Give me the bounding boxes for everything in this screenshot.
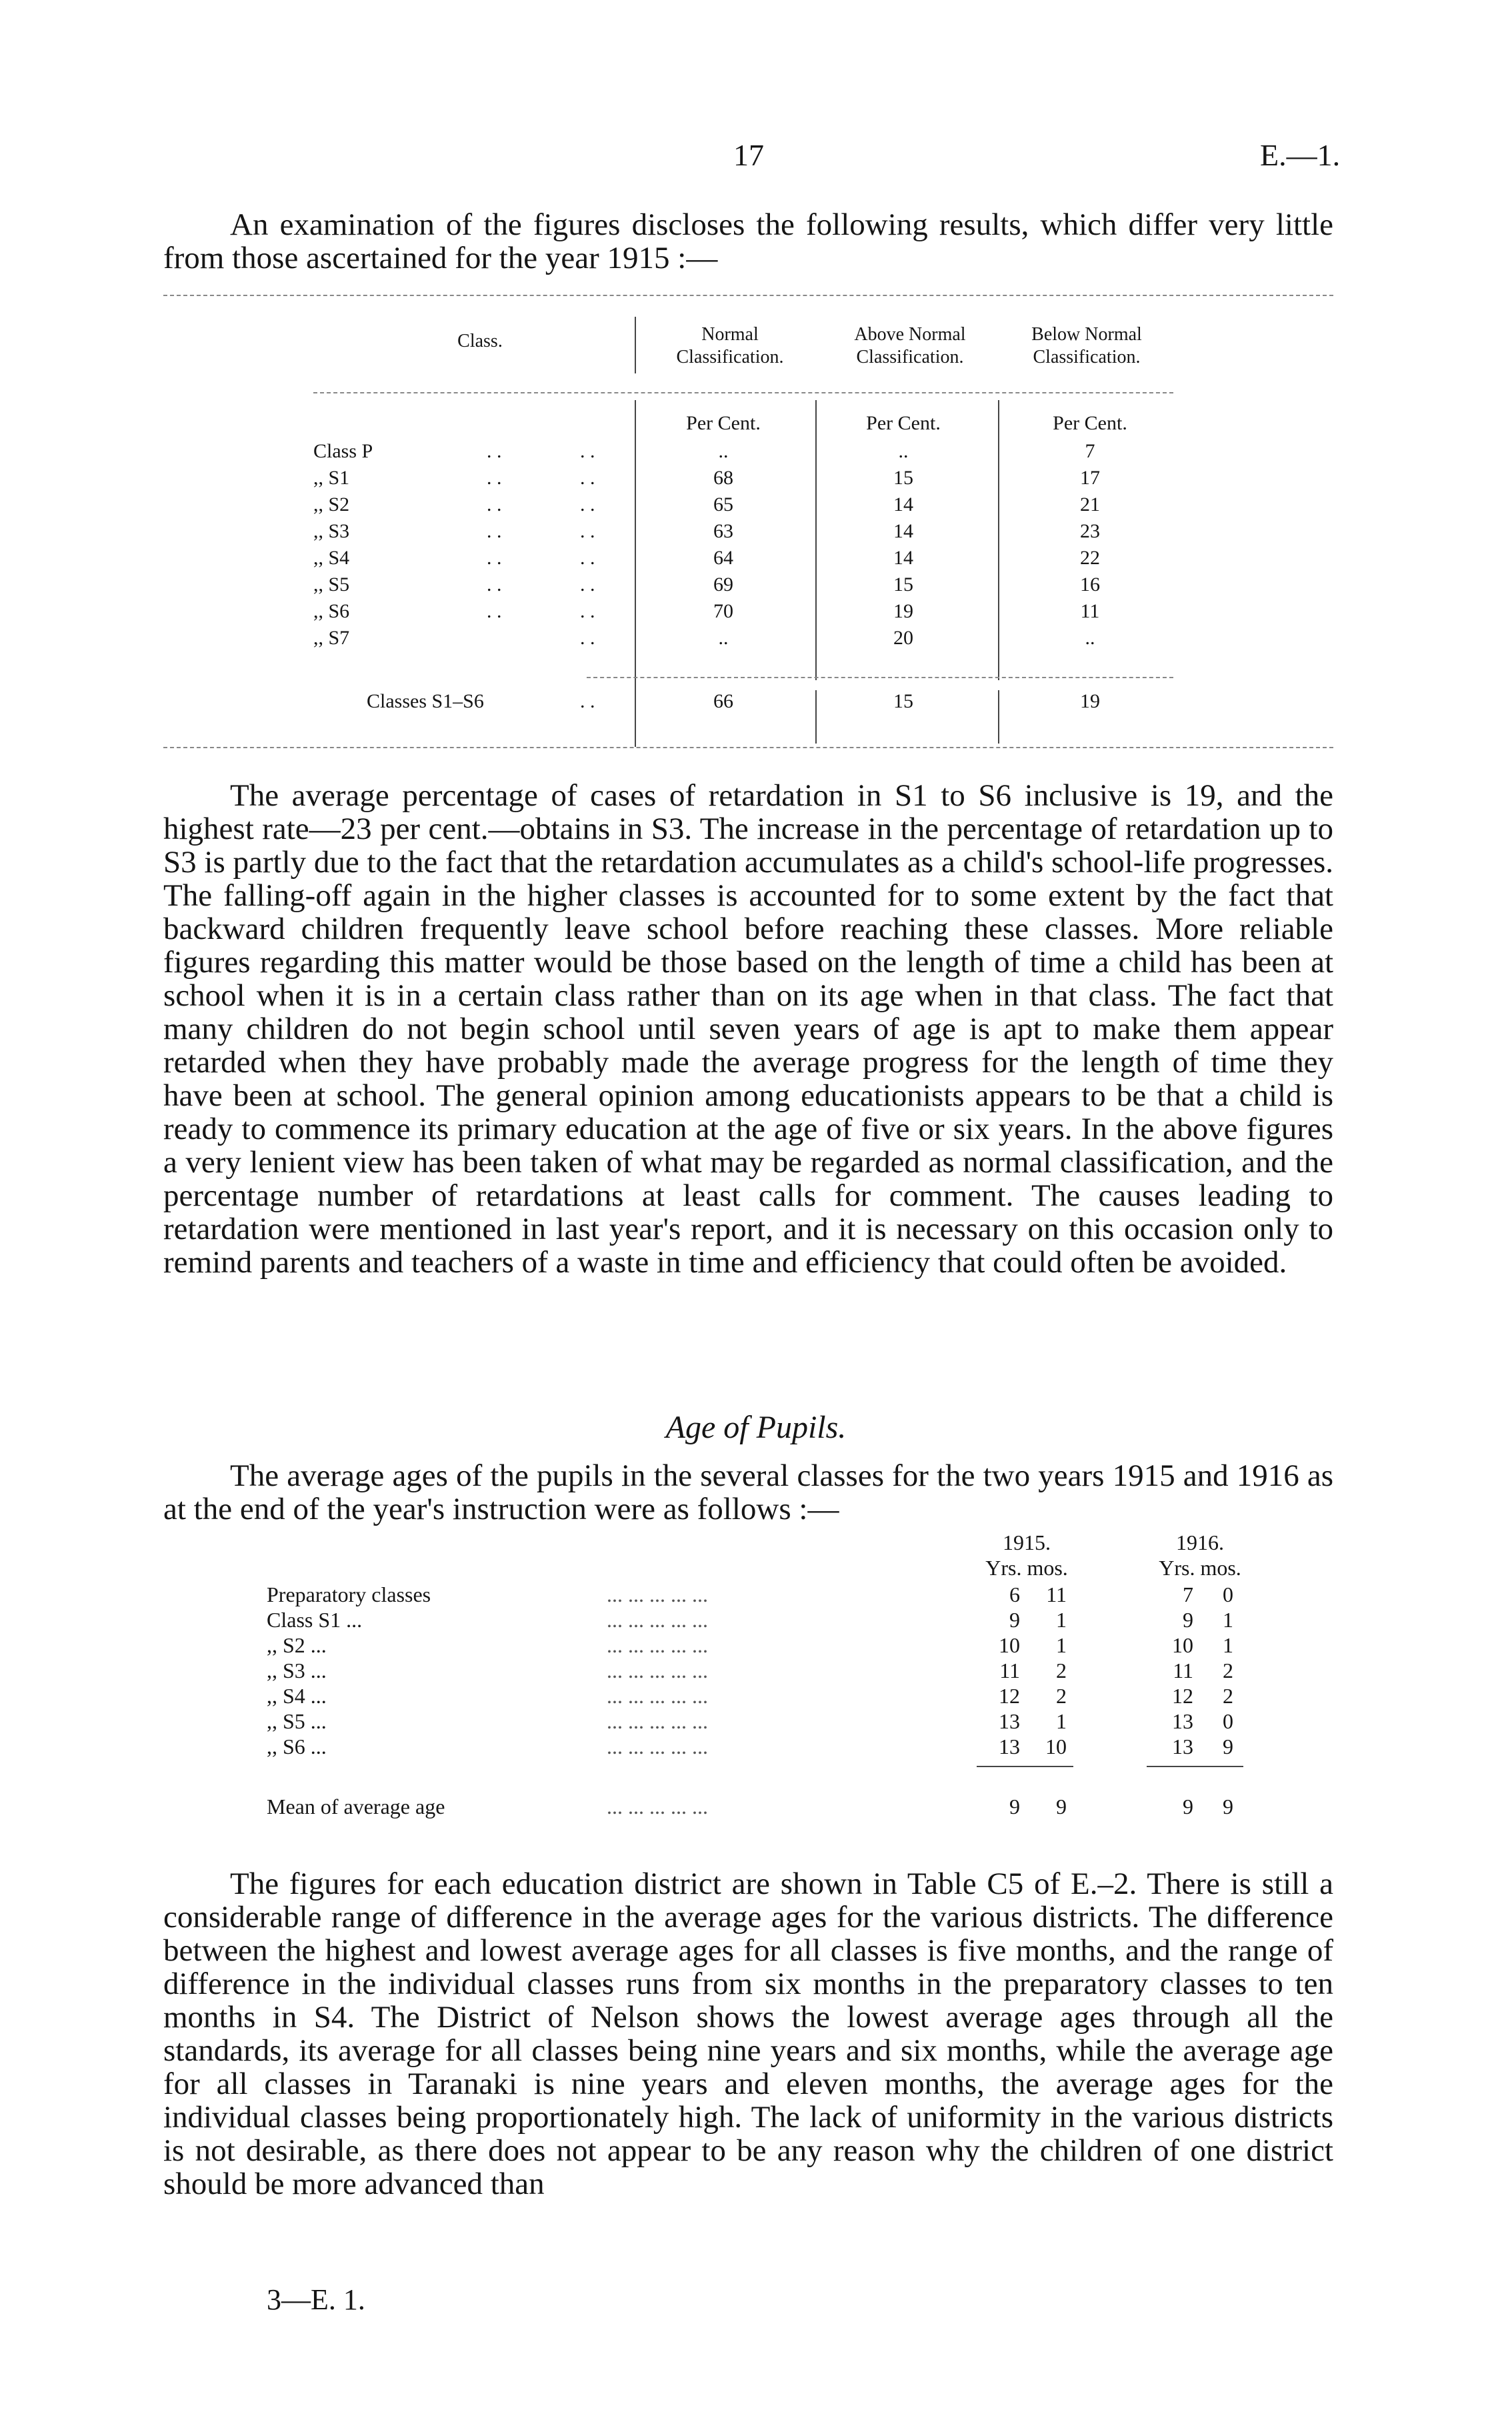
total-label: Classes S1–S6: [367, 690, 484, 712]
vline-1: [635, 317, 636, 373]
vline-3b: [998, 690, 999, 744]
y1916: 11: [1173, 1658, 1193, 1682]
unit-above: Per Cent.: [866, 412, 941, 434]
cell-above: 14: [893, 547, 913, 569]
subhead-1915: Yrs. mos.: [985, 1556, 1068, 1580]
row-label: ,, S5 ...: [267, 1709, 327, 1733]
col-header-class: Class.: [457, 331, 503, 351]
m1915: 2: [1056, 1658, 1067, 1682]
m1915: 1: [1056, 1608, 1067, 1632]
m1916: 1: [1223, 1608, 1233, 1632]
page-number: 17: [733, 138, 764, 172]
total-below: 19: [1080, 690, 1100, 712]
y1915: 11: [999, 1658, 1020, 1682]
cell-above: 14: [893, 493, 913, 515]
section-title: Age of Pupils.: [665, 1410, 847, 1445]
cell-below: 22: [1080, 547, 1100, 569]
row-leader: ... ... ... ... ...: [607, 1794, 708, 1818]
m1916: 9: [1223, 1734, 1233, 1758]
retardation-paragraph: The average percentage of cases of retardation in S1 to S6 inclusive is 19, and the highest rate—23 per cent.—obtains in S3. The increase in the percentage of retardation up to S3 is partly due to the fact that the retardation accumulates as a child's school-life progresses. The falling-off again in the higher classes is accounted for to some extent by the fact that backward children frequently leave school before reaching these classes. More reliable figures regarding this matter would be those based on the length of time a child has been at school when it is in a certain class rather than on its age when in that class. The fact that many children do not begin school until seven years of age is apt to make them appear retarded when they have probably made the average progress for the length of time they have been at school. The general opinion among educationists appears to be that a child is ready to commence its primary education at the age of five or six years. In the above figures a very lenient view has been taken of what may be regarded as normal classification, and the percentage number of retardations at least calls for comment. The causes leading to retardation were mentioned in last year's report, and it is necessary on this occasion only to remind parents and teachers of a waste in time and efficiency that could often be avoided.: [163, 778, 1333, 1280]
row-dots: . .: [580, 493, 595, 515]
cell-above: ..: [898, 440, 909, 462]
row-dots: . .: [487, 520, 502, 542]
total-normal: 66: [713, 690, 733, 712]
y1916: 13: [1172, 1734, 1193, 1758]
mean-y1915: 9: [1009, 1794, 1020, 1818]
m1916: 1: [1223, 1633, 1233, 1657]
row-dots: . .: [580, 690, 595, 712]
y1916: 7: [1183, 1582, 1193, 1606]
row-dots: . .: [580, 573, 595, 595]
row-label: ,, S4 ...: [267, 1684, 327, 1708]
row-leader: ... ... ... ... ...: [607, 1582, 708, 1606]
districts-paragraph: The figures for each education district are shown in Table C5 of E.–2. There is still a considerable range of difference in the average ages for the various districts. The difference between the highest and lowest average ages for all classes is five months, and the range of difference in the individual classes runs from six months in the preparatory classes to ten months in S4. The District of Nelson shows the lowest average ages through all the standards, its average for all classes being nine years and six months, while the average age for all classes in Taranaki is nine years and eleven months, the average ages for the individual classes being proportionately high. The lack of uniformity in the various districts is not desirable, as there does not appear to be any reason why the children of one district should be more advanced than: [163, 1867, 1333, 2201]
y1916: 13: [1172, 1709, 1193, 1733]
row-label: ,, S7: [313, 627, 350, 649]
vline-3: [998, 400, 999, 680]
row-label: ,, S3 ...: [267, 1658, 327, 1682]
row-label: ,, S2: [313, 493, 350, 515]
y1915: 12: [999, 1684, 1020, 1708]
row-dots: . .: [580, 467, 595, 489]
y1915: 13: [999, 1709, 1020, 1733]
unit-normal: Per Cent.: [686, 412, 761, 434]
m1916: 0: [1223, 1709, 1233, 1733]
row-dots: . .: [580, 547, 595, 569]
row-label: ,, S6: [313, 600, 350, 622]
m1916: 2: [1223, 1684, 1233, 1708]
row-dots: . .: [487, 440, 502, 462]
header-rule: [313, 392, 1173, 393]
row-leader: ... ... ... ... ...: [607, 1608, 708, 1632]
m1916: 0: [1223, 1582, 1233, 1606]
row-leader: ... ... ... ... ...: [607, 1709, 708, 1733]
m1915: 1: [1056, 1709, 1067, 1733]
year-header-1916: 1916.: [1176, 1530, 1224, 1554]
cell-below: 11: [1080, 600, 1100, 622]
cell-below: 16: [1080, 573, 1100, 595]
cell-normal: 70: [713, 600, 733, 622]
y1916: 10: [1172, 1633, 1193, 1657]
y1915: 13: [999, 1734, 1020, 1758]
intro-paragraph: An examination of the figures discloses the following results, which differ very little from those ascertained for the year 1915 :—: [163, 207, 1333, 275]
row-dots: . .: [487, 467, 502, 489]
table-top-rule: [163, 295, 1333, 296]
sum-rule-1916: [1147, 1766, 1243, 1767]
cell-above: 14: [893, 520, 913, 542]
m1915: 2: [1056, 1684, 1067, 1708]
row-label: Class P: [313, 440, 373, 462]
cell-above: 15: [893, 467, 913, 489]
row-dots: . .: [580, 440, 595, 462]
row-leader: ... ... ... ... ...: [607, 1658, 708, 1682]
cell-below: 7: [1085, 440, 1095, 462]
row-leader: ... ... ... ... ...: [607, 1734, 708, 1758]
cell-normal: 63: [713, 520, 733, 542]
m1915: 11: [1046, 1582, 1067, 1606]
subhead-1916: Yrs. mos.: [1159, 1556, 1241, 1580]
table-bottom-rule: [163, 747, 1333, 748]
sum-rule-1915: [977, 1766, 1073, 1767]
row-dots: . .: [487, 547, 502, 569]
cell-below: 23: [1080, 520, 1100, 542]
row-label: ,, S6 ...: [267, 1734, 327, 1758]
row-dots: . .: [580, 627, 595, 649]
vline-2: [815, 400, 817, 680]
row-label: ,, S4: [313, 547, 350, 569]
vline-2b: [815, 690, 817, 744]
mean-y1916: 9: [1183, 1794, 1193, 1818]
m1915: 10: [1045, 1734, 1067, 1758]
col-header-normal: Normal Classification.: [676, 324, 784, 367]
row-label: ,, S5: [313, 573, 350, 595]
y1915: 6: [1009, 1582, 1020, 1606]
row-label: ,, S1: [313, 467, 350, 489]
vline-1b: [635, 400, 636, 747]
row-label: ,, S3: [313, 520, 350, 542]
row-dots: . .: [580, 600, 595, 622]
m1915: 1: [1056, 1633, 1067, 1657]
mean-m1915: 9: [1056, 1794, 1067, 1818]
footer-signature: 3—E. 1.: [267, 2283, 365, 2316]
cell-below: ..: [1085, 627, 1095, 649]
m1916: 2: [1223, 1658, 1233, 1682]
col-header-above: Above Normal Classification.: [854, 324, 966, 367]
cell-above: 15: [893, 573, 913, 595]
row-dots: . .: [487, 573, 502, 595]
row-leader: ... ... ... ... ...: [607, 1633, 708, 1657]
mean-m1916: 9: [1223, 1794, 1233, 1818]
cell-normal: 64: [713, 547, 733, 569]
year-header-1915: 1915.: [1003, 1530, 1051, 1554]
cell-above: 19: [893, 600, 913, 622]
cell-normal: 69: [713, 573, 733, 595]
y1915: 10: [999, 1633, 1020, 1657]
row-label: ,, S2 ...: [267, 1633, 327, 1657]
total-rule: [587, 677, 1173, 678]
y1916: 9: [1183, 1608, 1193, 1632]
cell-below: 21: [1080, 493, 1100, 515]
ages-intro-paragraph: The average ages of the pupils in the several classes for the two years 1915 and 1916 as at the end of the year's instruction were as follows :—: [163, 1458, 1333, 1526]
cell-normal: ..: [718, 627, 729, 649]
total-above: 15: [893, 690, 913, 712]
col-header-below: Below Normal Classification.: [1031, 324, 1142, 367]
cell-above: 20: [893, 627, 913, 649]
unit-below: Per Cent.: [1053, 412, 1127, 434]
row-label: Class S1 ...: [267, 1608, 363, 1632]
cell-normal: 68: [713, 467, 733, 489]
cell-normal: 65: [713, 493, 733, 515]
y1916: 12: [1172, 1684, 1193, 1708]
row-dots: . .: [487, 493, 502, 515]
row-leader: ... ... ... ... ...: [607, 1684, 708, 1708]
cell-normal: ..: [718, 440, 729, 462]
row-dots: . .: [487, 600, 502, 622]
row-label: Preparatory classes: [267, 1582, 431, 1606]
row-dots: . .: [580, 520, 595, 542]
cell-below: 17: [1080, 467, 1100, 489]
mean-label: Mean of average age: [267, 1794, 445, 1818]
document-reference: E.—1.: [1260, 138, 1341, 172]
y1915: 9: [1009, 1608, 1020, 1632]
